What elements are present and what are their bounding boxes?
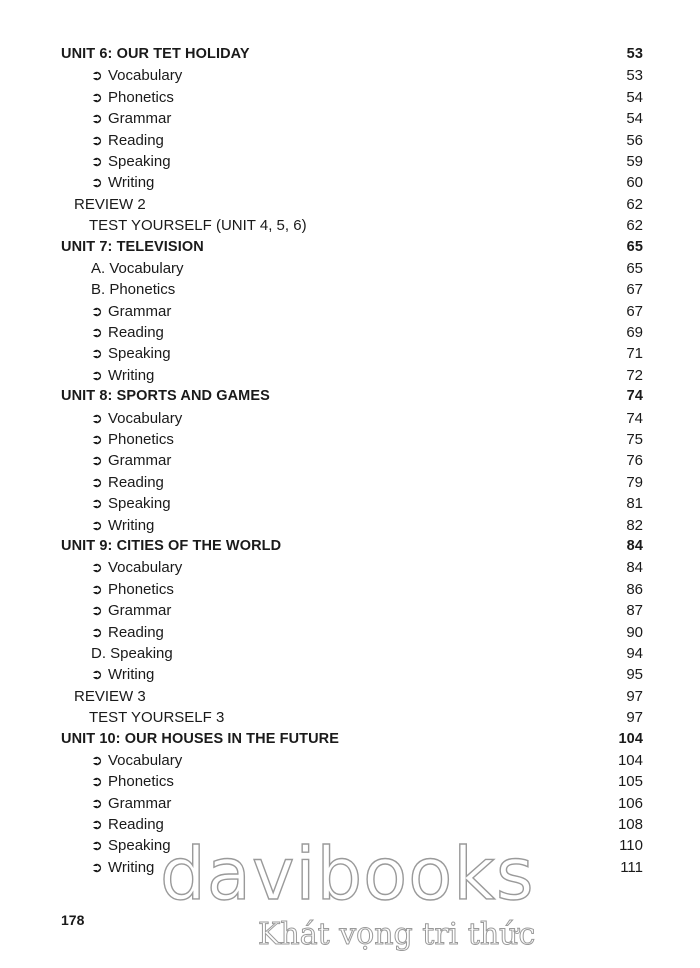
arrow-bullet-icon: ➲ [91,858,103,875]
toc-unit-heading [61,237,643,258]
watermark-brand: davibooks [160,832,535,916]
toc-entry-label: Speaking [108,837,171,855]
toc-entry-page: 94 [626,644,643,662]
toc-entry-page: 67 [626,302,643,320]
toc-entry-page: 65 [626,259,643,277]
toc-entry-page: 110 [619,837,643,855]
toc-entry-label: Vocabulary [108,751,183,769]
toc-entry [61,215,643,236]
toc-unit-heading [61,729,643,750]
toc-entry-label: UNIT 9: CITIES OF THE WORLD [61,537,282,554]
toc-entry-page: 72 [626,366,643,384]
toc-entry-page: 79 [626,473,643,491]
toc-entry-label: UNIT 7: TELEVISION [61,238,204,255]
arrow-bullet-icon: ➲ [91,324,103,341]
toc-entry-page: 108 [617,816,643,834]
arrow-bullet-icon: ➲ [91,816,103,833]
toc-entry [61,301,643,322]
toc-entry [61,343,643,364]
arrow-bullet-icon: ➲ [91,473,103,490]
arrow-bullet-icon: ➲ [91,345,103,362]
toc-entry-label: Writing [108,174,155,192]
arrow-bullet-icon: ➲ [91,837,103,854]
toc-entry [61,65,643,86]
toc-entry-label: D. Speaking [91,644,173,662]
toc-entry-page: 84 [626,559,643,577]
toc-entry [61,322,643,343]
toc-entry-page: 71 [626,345,643,363]
toc-entry-page: 111 [620,858,643,876]
toc-entry-page: 86 [626,580,643,598]
toc-entry-page: 87 [626,602,643,620]
toc-entry [61,450,643,471]
toc-entry-page: 75 [626,431,643,449]
toc-entry [61,194,643,215]
table-of-contents [61,44,643,878]
arrow-bullet-icon: ➲ [91,131,103,148]
arrow-bullet-icon: ➲ [91,67,103,84]
toc-entry-label: REVIEW 2 [74,195,146,213]
arrow-bullet-icon: ➲ [91,495,103,512]
toc-entry-page: 76 [626,452,643,470]
toc-entry [61,408,643,429]
toc-unit-heading [61,386,643,407]
toc-entry [61,771,643,792]
toc-entry-page: 82 [626,516,643,534]
toc-entry-label: Writing [108,366,155,384]
arrow-bullet-icon: ➲ [91,559,103,576]
toc-entry-label: Reading [108,473,164,491]
toc-entry-label: UNIT 6: OUR TET HOLIDAY [61,46,250,62]
arrow-bullet-icon: ➲ [91,794,103,811]
arrow-bullet-icon: ➲ [91,174,103,191]
arrow-bullet-icon: ➲ [91,516,103,533]
toc-entry-label: Phonetics [108,580,174,598]
toc-entry-page: 56 [626,131,643,149]
toc-entry-page: 59 [626,152,643,170]
toc-entry-page: 69 [626,324,643,342]
arrow-bullet-icon: ➲ [91,773,103,790]
toc-entry [61,365,643,386]
arrow-bullet-icon: ➲ [91,431,103,448]
toc-entry [61,87,643,108]
toc-entry-page: 54 [626,110,643,128]
toc-entry-label: Reading [108,324,164,342]
toc-entry [61,108,643,129]
arrow-bullet-icon: ➲ [91,110,103,127]
toc-entry-page: 106 [617,794,643,812]
toc-entry-page: 62 [626,217,643,235]
toc-entry [61,643,643,664]
toc-entry-label: B. Phonetics [91,281,176,299]
toc-entry [61,557,643,578]
toc-entry-page: 54 [626,88,643,106]
toc-entry-label: Speaking [108,495,171,513]
arrow-bullet-icon: ➲ [91,602,103,619]
toc-entry-label: Writing [108,666,155,684]
toc-entry-label: REVIEW 3 [74,687,146,705]
toc-entry-page: 84 [626,537,643,554]
toc-entry-page: 53 [626,46,643,62]
toc-entry-label: Grammar [108,110,172,128]
watermark-slogan: Khát vọng tri thức [258,917,536,952]
toc-entry-page: 97 [626,709,643,727]
watermark [160,832,600,968]
toc-entry-label: TEST YOURSELF (UNIT 4, 5, 6) [89,217,307,235]
toc-entry [61,472,643,493]
toc-entry [61,130,643,151]
page-number: 178 [61,912,85,928]
toc-entry-page: 104 [617,751,643,769]
toc-entry [61,750,643,771]
toc-entry-label: UNIT 10: OUR HOUSES IN THE FUTURE [61,730,340,747]
toc-entry-label: Reading [108,623,164,641]
toc-entry-page: 97 [626,687,643,705]
toc-entry [61,600,643,621]
toc-entry-label: Vocabulary [108,409,183,427]
toc-entry-page: 104 [618,730,643,747]
arrow-bullet-icon: ➲ [91,580,103,597]
arrow-bullet-icon: ➲ [91,152,103,169]
arrow-bullet-icon: ➲ [91,623,103,640]
toc-entry-label: Grammar [108,302,172,320]
arrow-bullet-icon: ➲ [91,751,103,768]
toc-entry-label: Vocabulary [108,559,183,577]
arrow-bullet-icon: ➲ [91,302,103,319]
arrow-bullet-icon: ➲ [91,409,103,426]
toc-entry-label: Reading [108,816,164,834]
toc-entry-page: 105 [617,773,643,791]
toc-entry [61,429,643,450]
toc-entry-label: Vocabulary [108,67,183,85]
toc-entry [61,686,643,707]
toc-entry [61,258,643,279]
toc-entry-label: UNIT 8: SPORTS AND GAMES [61,388,270,405]
toc-entry-label: Writing [108,858,155,876]
arrow-bullet-icon: ➲ [91,88,103,105]
toc-entry-page: 67 [626,281,643,299]
toc-entry-label: Speaking [108,152,171,170]
toc-entry [61,493,643,514]
toc-entry-label: TEST YOURSELF 3 [89,709,225,727]
toc-entry [61,622,643,643]
toc-entry-label: A. Vocabulary [91,259,184,277]
toc-entry [61,707,643,728]
toc-entry-label: Phonetics [108,88,174,106]
toc-entry-label: Phonetics [108,431,174,449]
arrow-bullet-icon: ➲ [91,452,103,469]
toc-entry [61,172,643,193]
toc-entry [61,279,643,300]
toc-entry-label: Grammar [108,602,172,620]
toc-entry [61,664,643,685]
toc-entry-page: 95 [626,666,643,684]
arrow-bullet-icon: ➲ [91,366,103,383]
toc-entry-page: 74 [626,388,643,405]
toc-entry-page: 65 [626,238,643,255]
toc-unit-heading [61,44,643,65]
toc-entry-label: Speaking [108,345,171,363]
toc-entry-page: 60 [626,174,643,192]
toc-entry [61,793,643,814]
toc-entry-label: Grammar [108,794,172,812]
toc-entry-label: Writing [108,516,155,534]
toc-entry-label: Phonetics [108,773,174,791]
toc-unit-heading [61,536,643,557]
toc-entry [61,579,643,600]
toc-entry-page: 53 [626,67,643,85]
toc-entry-page: 62 [626,195,643,213]
toc-entry-page: 74 [626,409,643,427]
toc-entry-label: Grammar [108,452,172,470]
arrow-bullet-icon: ➲ [91,666,103,683]
toc-entry-label: Reading [108,131,164,149]
toc-entry-page: 81 [626,495,643,513]
toc-entry [61,515,643,536]
toc-entry [61,151,643,172]
toc-entry-page: 90 [626,623,643,641]
